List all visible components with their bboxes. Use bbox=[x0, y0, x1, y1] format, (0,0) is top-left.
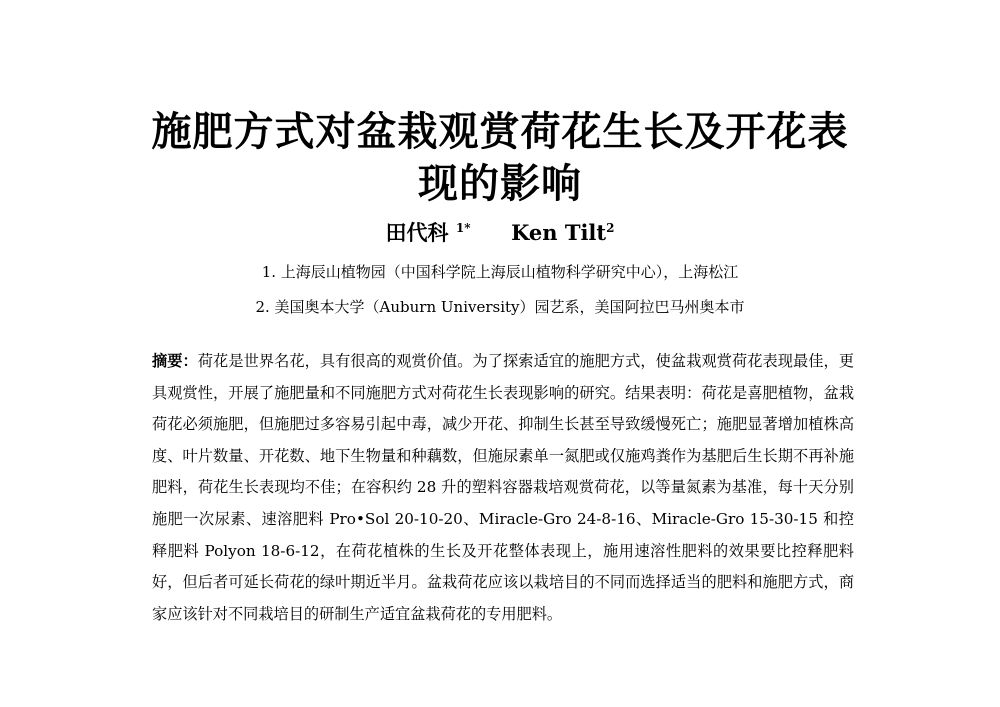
author-affiliation-mark: 2 bbox=[606, 221, 615, 235]
abstract bbox=[152, 346, 854, 630]
abstract-label: 摘要： bbox=[152, 352, 198, 370]
affiliation-1: 1. 上海辰山植物园（中国科学院上海辰山植物科学研究中心），上海松江 bbox=[261, 263, 739, 281]
author-list bbox=[0, 218, 1000, 248]
paper-title-line-1: 施肥方式对盆栽观赏荷花生长及开花表 bbox=[151, 108, 849, 155]
abstract-text: 荷花是世界名花，具有很高的观赏价值。为了探索适宜的施肥方式，使盆栽观赏荷花表现最佳，更具观赏性，开展了施肥量和不同施肥方式对荷花生长表现影响的研究。结果表明：荷花是喜肥植物，盆栽荷花必须施肥，但施肥过多容易引起中毒，减少开花、抑制生长甚至导致缓慢死亡；施肥显著增加植株高度、叶片数量、开花数、地下生物量和种藕数，但施尿素单一氮肥或仅施鸡粪作为基肥后生长期不再补施肥料，荷花生长表现均不佳；在容积约 28 升的塑料容器栽培观赏荷花，以等量氮素为基准，每十天分别施肥一次尿素、速溶肥料 Pro•Sol 20-10-20、Miracle-Gro 24-8-16、Miracle-Gro 15-30-15 和控释肥料 Polyon 18-6-12，在荷花植株的生长及开花整体表现上，施用速溶性肥料的效果要比控释肥料好，但后者可延长荷花的绿叶期近半月。盆栽荷花应该以栽培目的不同而选择适当的肥料和施肥方式，商家应该针对不同栽培目的研制生产适宜盆栽荷花的专用肥料。 bbox=[152, 352, 855, 623]
author-affiliation-mark: 1* bbox=[455, 221, 471, 235]
affiliation-2: 2. 美国奥本大学（Auburn University）园艺系，美国阿拉巴马州奥本市 bbox=[255, 298, 745, 316]
author-name: Ken Tilt bbox=[511, 220, 607, 245]
author-name: 田代科 bbox=[385, 220, 449, 245]
paper-title-line-2: 现的影响 bbox=[418, 160, 582, 207]
